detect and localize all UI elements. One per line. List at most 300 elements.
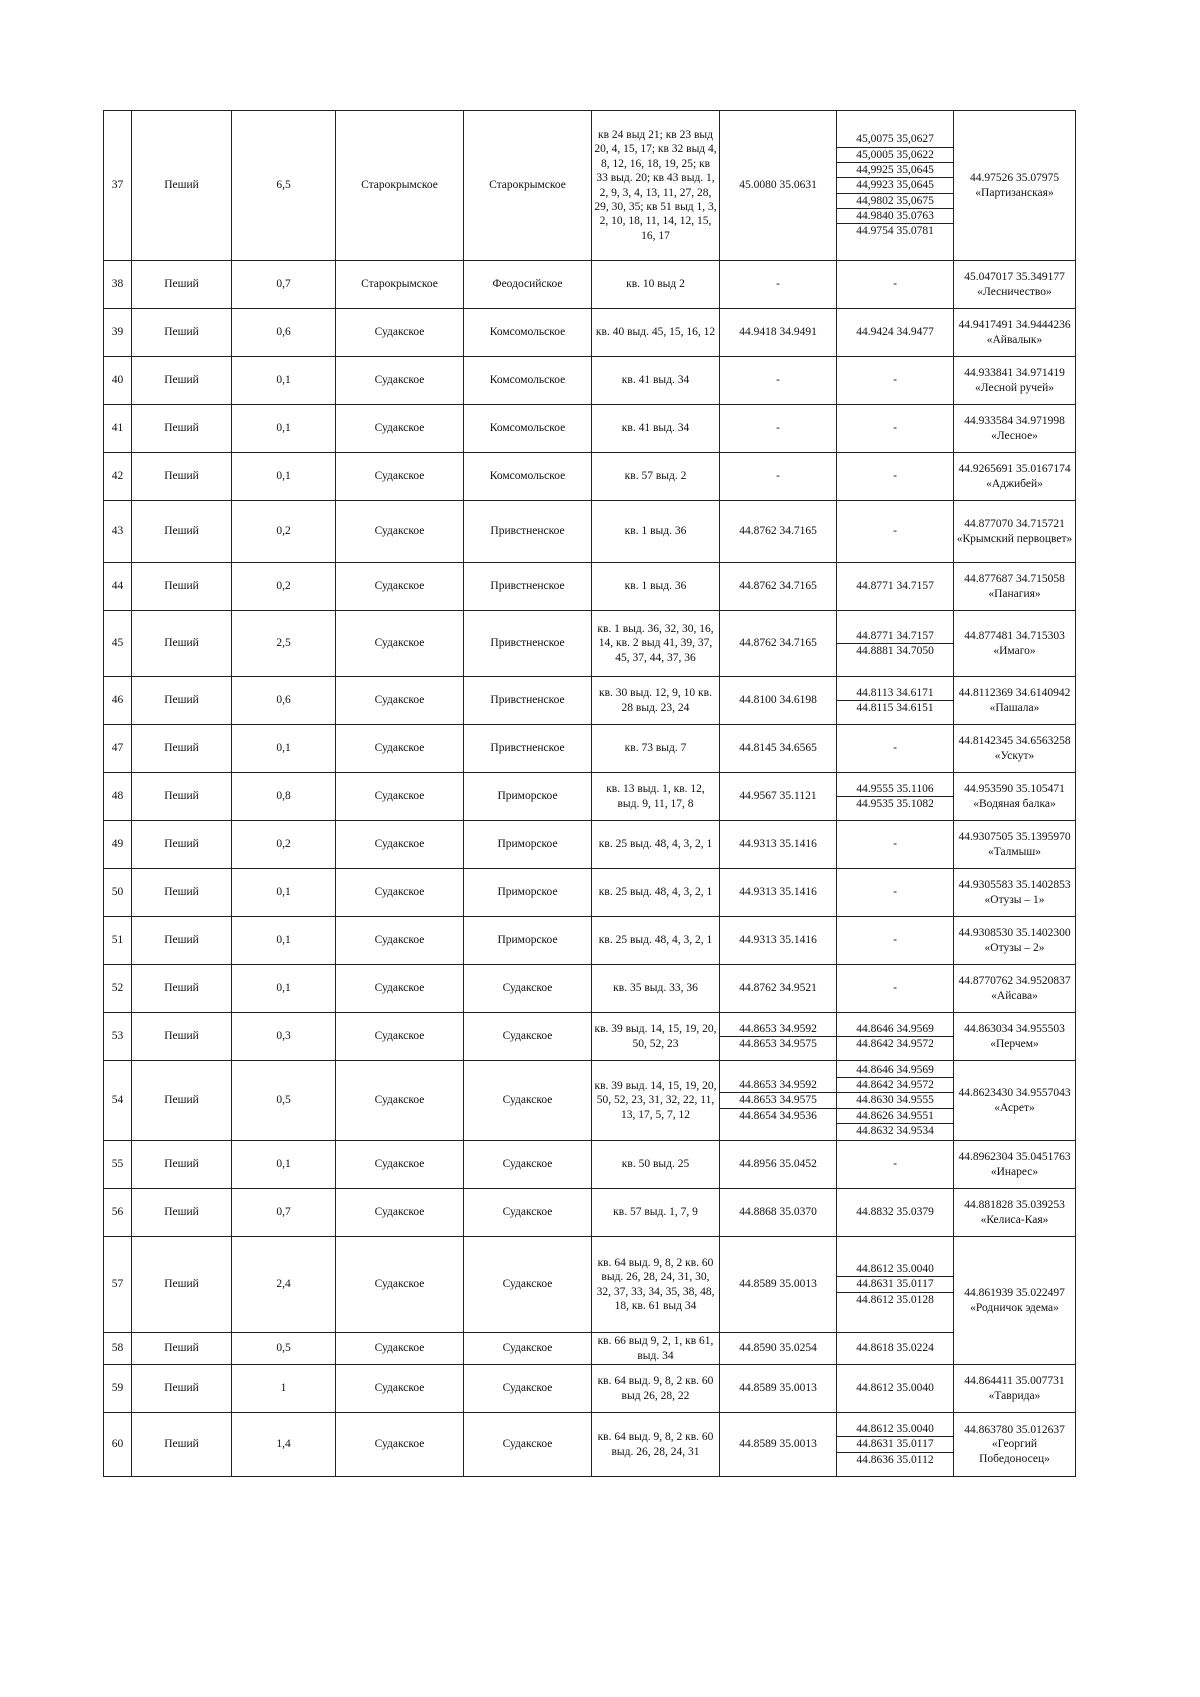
length-cell: 0,1: [232, 405, 336, 453]
table-row: [104, 611, 1076, 677]
row-number-cell: 41: [104, 405, 132, 453]
forestry-cell: Судакское: [336, 869, 464, 917]
table-row: [104, 917, 1076, 965]
route-type-cell: Пеший: [132, 501, 232, 563]
start-coords-cell: [720, 501, 837, 563]
end-point-cell: 44.933584 34.971998 «Лесное»: [954, 405, 1076, 453]
forestry-cell: Судакское: [336, 1061, 464, 1141]
coordinate-value: 44.8646 34.9569: [856, 1022, 934, 1035]
start-coords-cell: [720, 309, 837, 357]
quarter-cell: кв. 1 выд. 36: [592, 501, 720, 563]
coordinate-value: 44.8632 34.9534: [837, 1123, 953, 1138]
forestry-cell: Судакское: [336, 1141, 464, 1189]
coordinate-value: -: [893, 934, 897, 947]
district-cell: Судакское: [464, 1237, 592, 1333]
length-cell: 1: [232, 1365, 336, 1413]
coordinate-value: 44.8113 34.6171: [856, 686, 934, 699]
length-cell: 0,7: [232, 1189, 336, 1237]
route-type-cell: Пеший: [132, 309, 232, 357]
row-number-cell: 55: [104, 1141, 132, 1189]
forestry-cell: Судакское: [336, 1189, 464, 1237]
coordinate-value: 44.8653 34.9592: [739, 1022, 817, 1035]
start-coords-cell: [720, 725, 837, 773]
coordinate-value: 44.8642 34.9572: [837, 1077, 953, 1092]
route-type-cell: Пеший: [132, 965, 232, 1013]
end-point-cell: 44.8112369 34.6140942 «Пашала»: [954, 677, 1076, 725]
waypoint-coords-cell: [837, 1365, 954, 1413]
length-cell: 2,4: [232, 1237, 336, 1333]
coordinate-value: 45,0075 35,0627: [856, 133, 934, 146]
waypoint-coords-cell: [837, 1333, 954, 1365]
coordinate-value: 44,9925 35,0645: [837, 162, 953, 177]
forestry-cell: Судакское: [336, 405, 464, 453]
coordinate-value: 44.9535 35.1082: [837, 796, 953, 811]
table-row: [104, 261, 1076, 309]
row-number-cell: 48: [104, 773, 132, 821]
forestry-cell: Судакское: [336, 965, 464, 1013]
waypoint-coords-cell: [837, 357, 954, 405]
route-type-cell: Пеший: [132, 1189, 232, 1237]
start-coords-cell: [720, 261, 837, 309]
start-coords-cell: [720, 917, 837, 965]
end-point-cell: 44.953590 35.105471 «Водяная балка»: [954, 773, 1076, 821]
row-number-cell: 60: [104, 1413, 132, 1477]
quarter-cell: кв. 1 выд. 36, 32, 30, 16, 14, кв. 2 выд 41, 39, 37, 45, 37, 44, 37, 36: [592, 611, 720, 677]
waypoint-coords-cell: [837, 917, 954, 965]
district-cell: Комсомольское: [464, 309, 592, 357]
end-point-cell: 44.8142345 34.6563258 «Ускут»: [954, 725, 1076, 773]
waypoint-coords-cell: [837, 611, 954, 677]
waypoint-coords-cell: [837, 965, 954, 1013]
coordinate-value: 44.9840 35.0763: [837, 208, 953, 223]
start-coords-cell: [720, 821, 837, 869]
row-number-cell: 57: [104, 1237, 132, 1333]
waypoint-coords-cell: [837, 405, 954, 453]
start-coords-cell: [720, 611, 837, 677]
coordinate-value: -: [893, 838, 897, 851]
coordinate-value: -: [893, 886, 897, 899]
coordinate-value: 44,9923 35,0645: [837, 177, 953, 192]
forestry-cell: Судакское: [336, 1013, 464, 1061]
route-type-cell: Пеший: [132, 1365, 232, 1413]
coordinate-value: 44.8100 34.6198: [739, 694, 817, 707]
forestry-cell: Судакское: [336, 309, 464, 357]
coordinate-value: 44.8626 34.9551: [837, 1108, 953, 1123]
end-point-cell: 44.9417491 34.9444236 «Айвалык»: [954, 309, 1076, 357]
row-number-cell: 45: [104, 611, 132, 677]
length-cell: 0,1: [232, 453, 336, 501]
length-cell: 0,1: [232, 725, 336, 773]
table-row: [104, 1413, 1076, 1477]
coordinate-value: 44.9313 35.1416: [739, 886, 817, 899]
forestry-cell: Судакское: [336, 917, 464, 965]
route-type-cell: Пеший: [132, 1237, 232, 1333]
coordinate-value: 44.8590 35.0254: [739, 1342, 817, 1355]
route-type-cell: Пеший: [132, 1413, 232, 1477]
table-row: [104, 563, 1076, 611]
coordinate-value: 44.9754 35.0781: [837, 223, 953, 238]
start-coords-cell: [720, 111, 837, 261]
coordinate-value: -: [893, 374, 897, 387]
quarter-cell: кв. 35 выд. 33, 36: [592, 965, 720, 1013]
waypoint-coords-cell: [837, 501, 954, 563]
coordinate-value: 44.9313 35.1416: [739, 838, 817, 851]
forestry-cell: Судакское: [336, 1333, 464, 1365]
district-cell: Старокрымское: [464, 111, 592, 261]
waypoint-coords-cell: [837, 1061, 954, 1141]
end-point-cell: 44.861939 35.022497 «Родничок эдема»: [954, 1237, 1076, 1365]
start-coords-cell: [720, 1061, 837, 1141]
length-cell: 0,3: [232, 1013, 336, 1061]
forestry-cell: Судакское: [336, 501, 464, 563]
start-coords-cell: [720, 1333, 837, 1365]
start-coords-cell: [720, 1413, 837, 1477]
start-coords-cell: [720, 1141, 837, 1189]
length-cell: 0,6: [232, 677, 336, 725]
length-cell: 0,1: [232, 917, 336, 965]
coordinate-value: 44.8771 34.7157: [856, 629, 934, 642]
coordinate-value: 44.8654 34.9536: [720, 1108, 836, 1123]
waypoint-coords-cell: [837, 725, 954, 773]
row-number-cell: 40: [104, 357, 132, 405]
coordinate-value: 44.8653 34.9575: [720, 1036, 836, 1051]
table-row: [104, 1141, 1076, 1189]
coordinate-value: 44.8612 35.0128: [837, 1292, 953, 1307]
district-cell: Судакское: [464, 1365, 592, 1413]
length-cell: 0,1: [232, 869, 336, 917]
table-row: [104, 725, 1076, 773]
quarter-cell: кв. 73 выд. 7: [592, 725, 720, 773]
length-cell: 0,2: [232, 501, 336, 563]
forestry-cell: Судакское: [336, 725, 464, 773]
route-type-cell: Пеший: [132, 357, 232, 405]
coordinate-value: 44.8589 35.0013: [739, 1382, 817, 1395]
coordinate-value: 44.8589 35.0013: [739, 1438, 817, 1451]
forestry-cell: Старокрымское: [336, 111, 464, 261]
length-cell: 0,2: [232, 563, 336, 611]
coordinate-value: 44.8653 34.9592: [739, 1078, 817, 1091]
coordinate-value: 45.0080 35.0631: [739, 179, 817, 192]
coordinate-value: 44.8868 35.0370: [739, 1206, 817, 1219]
table-row: [104, 1333, 1076, 1365]
row-number-cell: 44: [104, 563, 132, 611]
row-number-cell: 47: [104, 725, 132, 773]
coordinate-value: 44.8956 35.0452: [739, 1158, 817, 1171]
row-number-cell: 58: [104, 1333, 132, 1365]
coordinate-value: 44.9424 34.9477: [856, 326, 934, 339]
route-type-cell: Пеший: [132, 725, 232, 773]
quarter-cell: кв. 10 выд 2: [592, 261, 720, 309]
start-coords-cell: [720, 453, 837, 501]
row-number-cell: 59: [104, 1365, 132, 1413]
coordinate-value: 44.8630 34.9555: [837, 1092, 953, 1107]
length-cell: 0,1: [232, 965, 336, 1013]
row-number-cell: 54: [104, 1061, 132, 1141]
quarter-cell: кв. 66 выд 9, 2, 1, кв 61, выд. 34: [592, 1333, 720, 1365]
forestry-cell: Судакское: [336, 773, 464, 821]
route-type-cell: Пеший: [132, 821, 232, 869]
waypoint-coords-cell: [837, 1141, 954, 1189]
quarter-cell: кв. 64 выд. 9, 8, 2 кв. 60 выд. 26, 28, 24, 31, 30, 32, 37, 33, 34, 35, 38, 48, 18, кв. 61 выд 34: [592, 1237, 720, 1333]
quarter-cell: кв. 40 выд. 45, 15, 16, 12: [592, 309, 720, 357]
coordinate-value: 44.9567 35.1121: [739, 790, 817, 803]
quarter-cell: кв. 1 выд. 36: [592, 563, 720, 611]
forestry-cell: Судакское: [336, 1365, 464, 1413]
route-type-cell: Пеший: [132, 917, 232, 965]
district-cell: Феодосийское: [464, 261, 592, 309]
coordinate-value: 44.8642 34.9572: [837, 1036, 953, 1051]
start-coords-cell: [720, 965, 837, 1013]
length-cell: 0,6: [232, 309, 336, 357]
district-cell: Судакское: [464, 1413, 592, 1477]
forestry-cell: Судакское: [336, 677, 464, 725]
coordinate-value: 44.8145 34.6565: [739, 742, 817, 755]
district-cell: Комсомольское: [464, 453, 592, 501]
coordinate-value: 44.8612 35.0040: [856, 1262, 934, 1275]
start-coords-cell: [720, 1189, 837, 1237]
route-type-cell: Пеший: [132, 111, 232, 261]
route-type-cell: Пеший: [132, 453, 232, 501]
waypoint-coords-cell: [837, 453, 954, 501]
coordinate-value: 44.8771 34.7157: [856, 580, 934, 593]
quarter-cell: кв. 64 выд. 9, 8, 2 кв. 60 выд. 26, 28, 24, 31: [592, 1413, 720, 1477]
end-point-cell: 44.8623430 34.9557043 «Асрет»: [954, 1061, 1076, 1141]
coordinate-value: -: [893, 470, 897, 483]
waypoint-coords-cell: [837, 1189, 954, 1237]
district-cell: Судакское: [464, 1189, 592, 1237]
route-type-cell: Пеший: [132, 1333, 232, 1365]
coordinate-value: -: [893, 1158, 897, 1171]
district-cell: Привстненское: [464, 725, 592, 773]
start-coords-cell: [720, 773, 837, 821]
coordinate-value: 44.8762 34.7165: [739, 525, 817, 538]
waypoint-coords-cell: [837, 773, 954, 821]
waypoint-coords-cell: [837, 261, 954, 309]
route-type-cell: Пеший: [132, 773, 232, 821]
table-row: [104, 501, 1076, 563]
row-number-cell: 38: [104, 261, 132, 309]
coordinate-value: -: [893, 278, 897, 291]
table-row: [104, 405, 1076, 453]
quarter-cell: кв. 41 выд. 34: [592, 357, 720, 405]
table-row: [104, 869, 1076, 917]
forestry-cell: Судакское: [336, 453, 464, 501]
district-cell: Судакское: [464, 1013, 592, 1061]
waypoint-coords-cell: [837, 677, 954, 725]
district-cell: Судакское: [464, 965, 592, 1013]
route-type-cell: Пеший: [132, 677, 232, 725]
coordinate-value: 44.8646 34.9569: [856, 1063, 934, 1076]
coordinate-value: 44.8612 35.0040: [856, 1382, 934, 1395]
district-cell: Привстненское: [464, 611, 592, 677]
document-page: [103, 110, 1076, 1477]
end-point-cell: 44.881828 35.039253 «Келиса-Кая»: [954, 1189, 1076, 1237]
coordinate-value: -: [893, 742, 897, 755]
route-type-cell: Пеший: [132, 563, 232, 611]
end-point-cell: 44.8962304 35.0451763 «Инарес»: [954, 1141, 1076, 1189]
end-point-cell: 44.877070 34.715721 «Крымский первоцвет»: [954, 501, 1076, 563]
quarter-cell: кв. 30 выд. 12, 9, 10 кв. 28 выд. 23, 24: [592, 677, 720, 725]
row-number-cell: 37: [104, 111, 132, 261]
waypoint-coords-cell: [837, 869, 954, 917]
quarter-cell: кв. 25 выд. 48, 4, 3, 2, 1: [592, 869, 720, 917]
waypoint-coords-cell: [837, 1013, 954, 1061]
forestry-cell: Судакское: [336, 1413, 464, 1477]
waypoint-coords-cell: [837, 821, 954, 869]
forestry-cell: Судакское: [336, 1237, 464, 1333]
row-number-cell: 50: [104, 869, 132, 917]
coordinate-value: 44.9555 35.1106: [856, 782, 934, 795]
start-coords-cell: [720, 1013, 837, 1061]
coordinate-value: 44.8618 35.0224: [856, 1342, 934, 1355]
length-cell: 6,5: [232, 111, 336, 261]
quarter-cell: кв. 64 выд. 9, 8, 2 кв. 60 выд 26, 28, 22: [592, 1365, 720, 1413]
route-type-cell: Пеший: [132, 611, 232, 677]
coordinate-value: 44.8636 35.0112: [837, 1452, 953, 1467]
coordinate-value: -: [893, 525, 897, 538]
quarter-cell: кв. 13 выд. 1, кв. 12, выд. 9, 11, 17, 8: [592, 773, 720, 821]
end-point-cell: 44.97526 35.07975 «Партизанская»: [954, 111, 1076, 261]
end-point-cell: 44.9265691 35.0167174 «Аджибей»: [954, 453, 1076, 501]
start-coords-cell: [720, 1365, 837, 1413]
start-coords-cell: [720, 405, 837, 453]
coordinate-value: -: [776, 374, 780, 387]
quarter-cell: кв. 39 выд. 14, 15, 19, 20, 50, 52, 23, 31, 32, 22, 11, 13, 17, 5, 7, 12: [592, 1061, 720, 1141]
forestry-cell: Судакское: [336, 611, 464, 677]
end-point-cell: 44.9307505 35.1395970 «Талмыш»: [954, 821, 1076, 869]
end-point-cell: 44.863780 35.012637 «Георгий Победоносец»: [954, 1413, 1076, 1477]
coordinate-value: 44.8589 35.0013: [739, 1278, 817, 1291]
table-row: [104, 357, 1076, 405]
row-number-cell: 46: [104, 677, 132, 725]
table-row: [104, 1061, 1076, 1141]
route-type-cell: Пеший: [132, 869, 232, 917]
table-row: [104, 309, 1076, 357]
waypoint-coords-cell: [837, 563, 954, 611]
row-number-cell: 51: [104, 917, 132, 965]
route-type-cell: Пеший: [132, 1061, 232, 1141]
coordinate-value: 44.9313 35.1416: [739, 934, 817, 947]
coordinate-value: 44.8612 35.0040: [856, 1422, 934, 1435]
row-number-cell: 39: [104, 309, 132, 357]
length-cell: 0,1: [232, 1141, 336, 1189]
start-coords-cell: [720, 357, 837, 405]
table-row: [104, 453, 1076, 501]
table-row: [104, 1365, 1076, 1413]
quarter-cell: кв 24 выд 21; кв 23 выд 20, 4, 15, 17; кв 32 выд 4, 8, 12, 16, 18, 19, 25; кв 33 выд. 20; кв 43 выд. 1, 2, 9, 3, 4, 13, 11, 27, 28, 29, 30, 35; кв 51 выд 1, 3, 2, 10, 18, 11, 14, 12, 15, 16, 17: [592, 111, 720, 261]
end-point-cell: 44.9305583 35.1402853 «Отузы – 1»: [954, 869, 1076, 917]
coordinate-value: -: [893, 982, 897, 995]
coordinate-value: 44.8762 34.7165: [739, 637, 817, 650]
table-row: [104, 1237, 1076, 1333]
table-row: [104, 821, 1076, 869]
length-cell: 0,2: [232, 821, 336, 869]
route-type-cell: Пеший: [132, 405, 232, 453]
length-cell: 0,1: [232, 357, 336, 405]
coordinate-value: 44.9418 34.9491: [739, 326, 817, 339]
table-row: [104, 1189, 1076, 1237]
quarter-cell: кв. 25 выд. 48, 4, 3, 2, 1: [592, 917, 720, 965]
coordinate-value: 44.8653 34.9575: [720, 1092, 836, 1107]
length-cell: 0,8: [232, 773, 336, 821]
route-type-cell: Пеший: [132, 1141, 232, 1189]
quarter-cell: кв. 57 выд. 2: [592, 453, 720, 501]
forestry-cell: Судакское: [336, 563, 464, 611]
end-point-cell: 44.9308530 35.1402300 «Отузы – 2»: [954, 917, 1076, 965]
end-point-cell: 45.047017 35.349177 «Лесничество»: [954, 261, 1076, 309]
district-cell: Приморское: [464, 821, 592, 869]
table-row: [104, 1013, 1076, 1061]
quarter-cell: кв. 50 выд. 25: [592, 1141, 720, 1189]
length-cell: 1,4: [232, 1413, 336, 1477]
coordinate-value: 44.8762 34.7165: [739, 580, 817, 593]
district-cell: Судакское: [464, 1333, 592, 1365]
coordinate-value: 45,0005 35,0622: [837, 147, 953, 162]
length-cell: 0,7: [232, 261, 336, 309]
district-cell: Приморское: [464, 773, 592, 821]
start-coords-cell: [720, 677, 837, 725]
coordinate-value: 44.8881 34.7050: [837, 643, 953, 658]
quarter-cell: кв. 25 выд. 48, 4, 3, 2, 1: [592, 821, 720, 869]
coordinate-value: -: [776, 278, 780, 291]
coordinate-value: 44.8631 35.0117: [837, 1276, 953, 1291]
start-coords-cell: [720, 563, 837, 611]
coordinate-value: 44.8762 34.9521: [739, 982, 817, 995]
route-type-cell: Пеший: [132, 261, 232, 309]
quarter-cell: кв. 41 выд. 34: [592, 405, 720, 453]
end-point-cell: 44.877481 34.715303 «Имаго»: [954, 611, 1076, 677]
district-cell: Судакское: [464, 1141, 592, 1189]
table-row: [104, 111, 1076, 261]
coordinate-value: 44.8115 34.6151: [837, 700, 953, 715]
quarter-cell: кв. 39 выд. 14, 15, 19, 20, 50, 52, 23: [592, 1013, 720, 1061]
row-number-cell: 52: [104, 965, 132, 1013]
coordinate-value: -: [776, 422, 780, 435]
trails-table: [103, 110, 1076, 1477]
end-point-cell: 44.864411 35.007731 «Таврида»: [954, 1365, 1076, 1413]
district-cell: Привстненское: [464, 563, 592, 611]
table-row: [104, 965, 1076, 1013]
forestry-cell: Старокрымское: [336, 261, 464, 309]
district-cell: Комсомольское: [464, 405, 592, 453]
district-cell: Привстненское: [464, 501, 592, 563]
coordinate-value: -: [776, 470, 780, 483]
waypoint-coords-cell: [837, 111, 954, 261]
coordinate-value: 44.8832 35.0379: [856, 1206, 934, 1219]
waypoint-coords-cell: [837, 309, 954, 357]
row-number-cell: 42: [104, 453, 132, 501]
forestry-cell: Судакское: [336, 357, 464, 405]
start-coords-cell: [720, 869, 837, 917]
length-cell: 0,5: [232, 1061, 336, 1141]
table-row: [104, 677, 1076, 725]
route-type-cell: Пеший: [132, 1013, 232, 1061]
row-number-cell: 49: [104, 821, 132, 869]
end-point-cell: 44.8770762 34.9520837 «Айсава»: [954, 965, 1076, 1013]
row-number-cell: 56: [104, 1189, 132, 1237]
start-coords-cell: [720, 1237, 837, 1333]
district-cell: Привстненское: [464, 677, 592, 725]
waypoint-coords-cell: [837, 1237, 954, 1333]
length-cell: 2,5: [232, 611, 336, 677]
coordinate-value: 44.8631 35.0117: [837, 1436, 953, 1451]
district-cell: Приморское: [464, 917, 592, 965]
district-cell: Комсомольское: [464, 357, 592, 405]
waypoint-coords-cell: [837, 1413, 954, 1477]
row-number-cell: 43: [104, 501, 132, 563]
quarter-cell: кв. 57 выд. 1, 7, 9: [592, 1189, 720, 1237]
coordinate-value: 44,9802 35,0675: [837, 193, 953, 208]
